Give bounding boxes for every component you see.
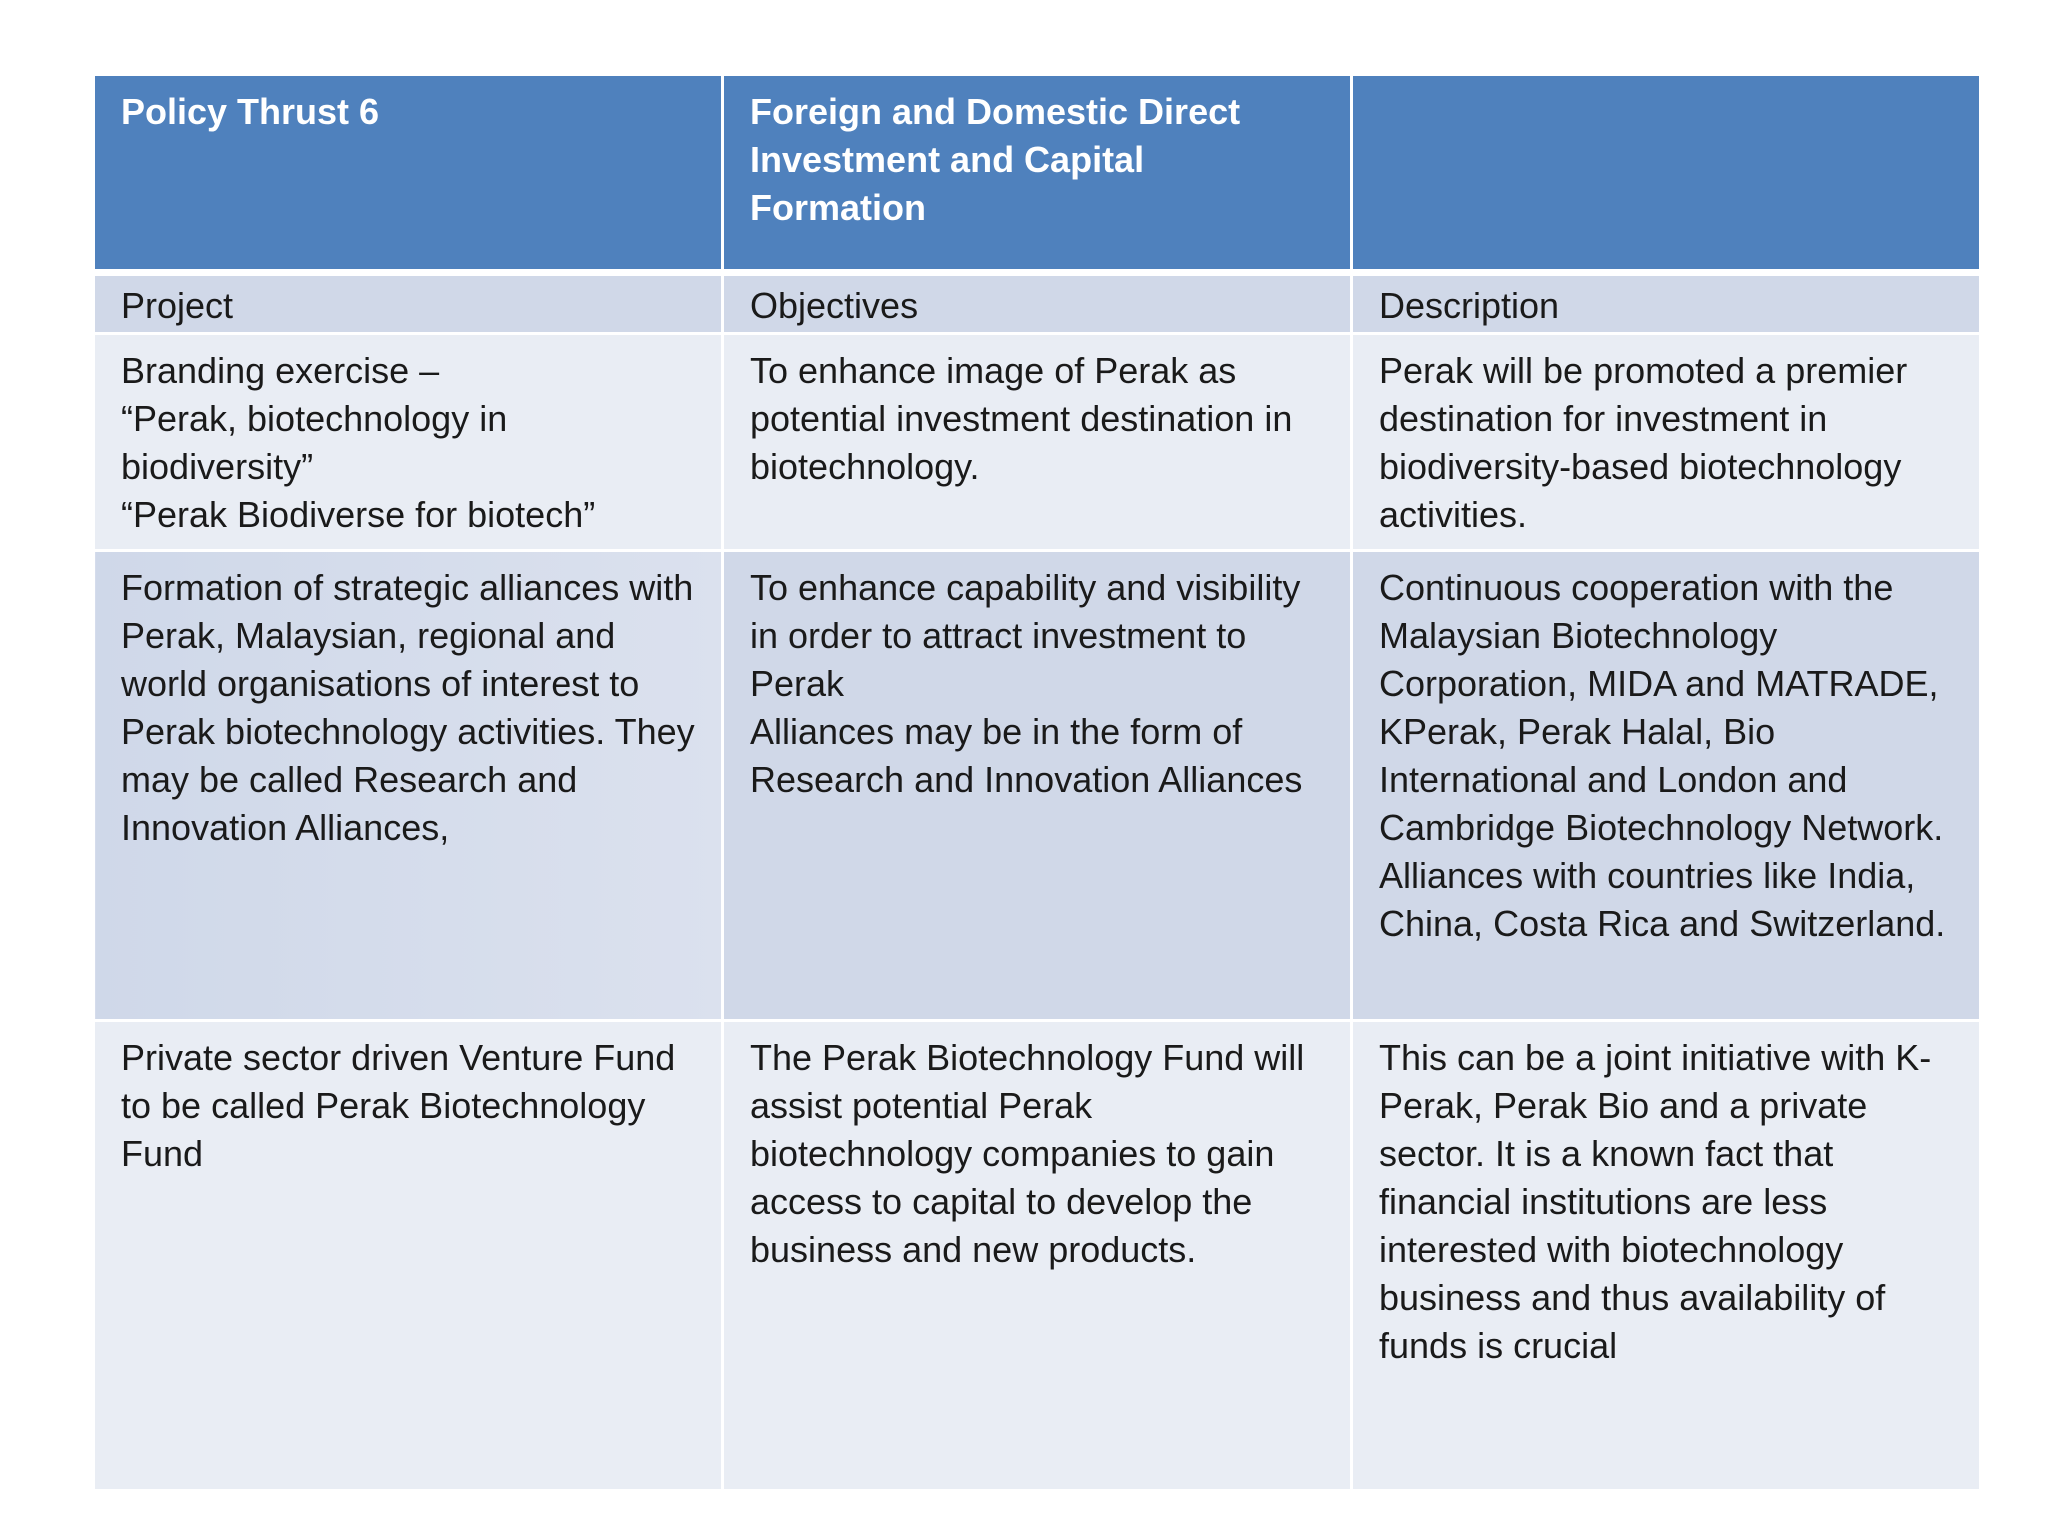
description-cell: Continuous cooperation with the Malaysian Biotechnology Corporation, MIDA and MATRADE, KPerak, Perak Halal, Bio International and London and Cambridge Biotechnology Network. Alliances with countries like India, China, Costa Rica and Switzerland.: [1352, 551, 1981, 1021]
description-cell: Perak will be promoted a premier destination for investment in biodiversity-based biotechnology activities.: [1352, 334, 1981, 551]
column-header-project: Project: [94, 273, 723, 334]
policy-thrust-name: Foreign and Domestic Direct Investment and Capital Formation: [723, 75, 1352, 273]
column-header-objectives: Objectives: [723, 273, 1352, 334]
project-cell: Private sector driven Venture Fund to be called Perak Biotechnology Fund: [94, 1021, 723, 1491]
objectives-cell: To enhance capability and visibility in order to attract investment to Perak Alliances may be in the form of Research and Innovation Alliances: [723, 551, 1352, 1021]
table-title-row: [94, 75, 1981, 273]
table-row: [94, 551, 1981, 1021]
table-row: [94, 1021, 1981, 1491]
column-header-description: Description: [1352, 273, 1981, 334]
project-cell: Formation of strategic alliances with Perak, Malaysian, regional and world organisations of interest to Perak biotechnology activities. They may be called Research and Innovation Alliances,: [94, 551, 723, 1021]
table-row: [94, 334, 1981, 551]
objectives-cell: To enhance image of Perak as potential investment destination in biotechnology.: [723, 334, 1352, 551]
title-empty-cell: [1352, 75, 1981, 273]
policy-thrust-table: [92, 73, 1982, 1492]
project-cell: Branding exercise – “Perak, biotechnology in biodiversity” “Perak Biodiverse for biotech”: [94, 334, 723, 551]
policy-thrust-label: Policy Thrust 6: [94, 75, 723, 273]
objectives-cell: The Perak Biotechnology Fund will assist potential Perak biotechnology companies to gain access to capital to develop the business and new products.: [723, 1021, 1352, 1491]
table-header-row: [94, 273, 1981, 334]
description-cell: This can be a joint initiative with K-Perak, Perak Bio and a private sector. It is a known fact that financial institutions are less interested with biotechnology business and thus availability of funds is crucial: [1352, 1021, 1981, 1491]
